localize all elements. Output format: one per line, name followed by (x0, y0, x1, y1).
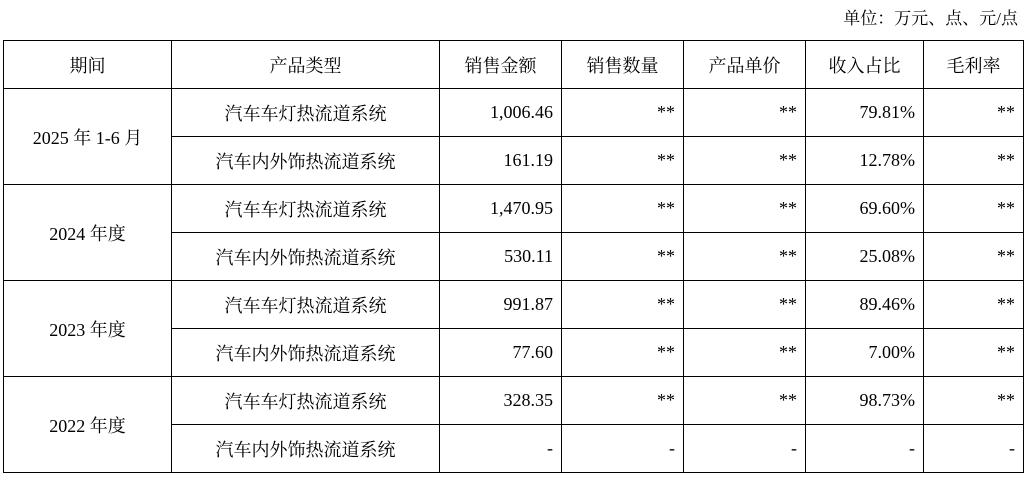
product-cell: 汽车内外饰热流道系统 (172, 233, 440, 281)
share-cell: 7.00% (806, 329, 924, 377)
price-cell: ** (684, 185, 806, 233)
share-cell: 25.08% (806, 233, 924, 281)
qty-cell: ** (562, 377, 684, 425)
unit-note: 单位：万元、点、元/点 (843, 9, 1018, 28)
column-header-share: 收入占比 (806, 41, 924, 89)
margin-cell: ** (924, 185, 1024, 233)
amount-cell: 328.35 (440, 377, 562, 425)
amount-cell: - (440, 425, 562, 473)
column-header-product: 产品类型 (172, 41, 440, 89)
margin-cell: ** (924, 89, 1024, 137)
period-cell: 2022 年度 (4, 377, 172, 473)
share-cell: 79.81% (806, 89, 924, 137)
column-header-amount: 销售金额 (440, 41, 562, 89)
table-header (4, 41, 1024, 89)
share-cell: 69.60% (806, 185, 924, 233)
sales-breakdown-table (3, 40, 1024, 473)
qty-cell: ** (562, 281, 684, 329)
column-header-period: 期间 (4, 41, 172, 89)
period-cell: 2023 年度 (4, 281, 172, 377)
share-cell: 98.73% (806, 377, 924, 425)
table-row (4, 377, 1024, 425)
margin-cell: ** (924, 233, 1024, 281)
share-cell: - (806, 425, 924, 473)
margin-cell: ** (924, 329, 1024, 377)
amount-cell: 1,470.95 (440, 185, 562, 233)
table-row (4, 281, 1024, 329)
share-cell: 89.46% (806, 281, 924, 329)
product-cell: 汽车车灯热流道系统 (172, 89, 440, 137)
period-cell: 2024 年度 (4, 185, 172, 281)
margin-cell: ** (924, 377, 1024, 425)
qty-cell: ** (562, 89, 684, 137)
period-cell: 2025 年 1-6 月 (4, 89, 172, 185)
product-cell: 汽车内外饰热流道系统 (172, 137, 440, 185)
product-cell: 汽车内外饰热流道系统 (172, 329, 440, 377)
product-cell: 汽车车灯热流道系统 (172, 185, 440, 233)
amount-cell: 530.11 (440, 233, 562, 281)
amount-cell: 77.60 (440, 329, 562, 377)
price-cell: ** (684, 377, 806, 425)
margin-cell: - (924, 425, 1024, 473)
price-cell: ** (684, 233, 806, 281)
qty-cell: ** (562, 137, 684, 185)
amount-cell: 1,006.46 (440, 89, 562, 137)
qty-cell: - (562, 425, 684, 473)
qty-cell: ** (562, 329, 684, 377)
qty-cell: ** (562, 233, 684, 281)
price-cell: ** (684, 89, 806, 137)
column-header-margin: 毛利率 (924, 41, 1024, 89)
amount-cell: 161.19 (440, 137, 562, 185)
table-row (4, 89, 1024, 137)
price-cell: - (684, 425, 806, 473)
share-cell: 12.78% (806, 137, 924, 185)
amount-cell: 991.87 (440, 281, 562, 329)
table-body (4, 89, 1024, 473)
qty-cell: ** (562, 185, 684, 233)
margin-cell: ** (924, 281, 1024, 329)
product-cell: 汽车内外饰热流道系统 (172, 425, 440, 473)
product-cell: 汽车车灯热流道系统 (172, 377, 440, 425)
margin-cell: ** (924, 137, 1024, 185)
table-header-row (4, 41, 1024, 89)
price-cell: ** (684, 281, 806, 329)
price-cell: ** (684, 137, 806, 185)
table-row (4, 185, 1024, 233)
price-cell: ** (684, 329, 806, 377)
product-cell: 汽车车灯热流道系统 (172, 281, 440, 329)
column-header-qty: 销售数量 (562, 41, 684, 89)
column-header-price: 产品单价 (684, 41, 806, 89)
